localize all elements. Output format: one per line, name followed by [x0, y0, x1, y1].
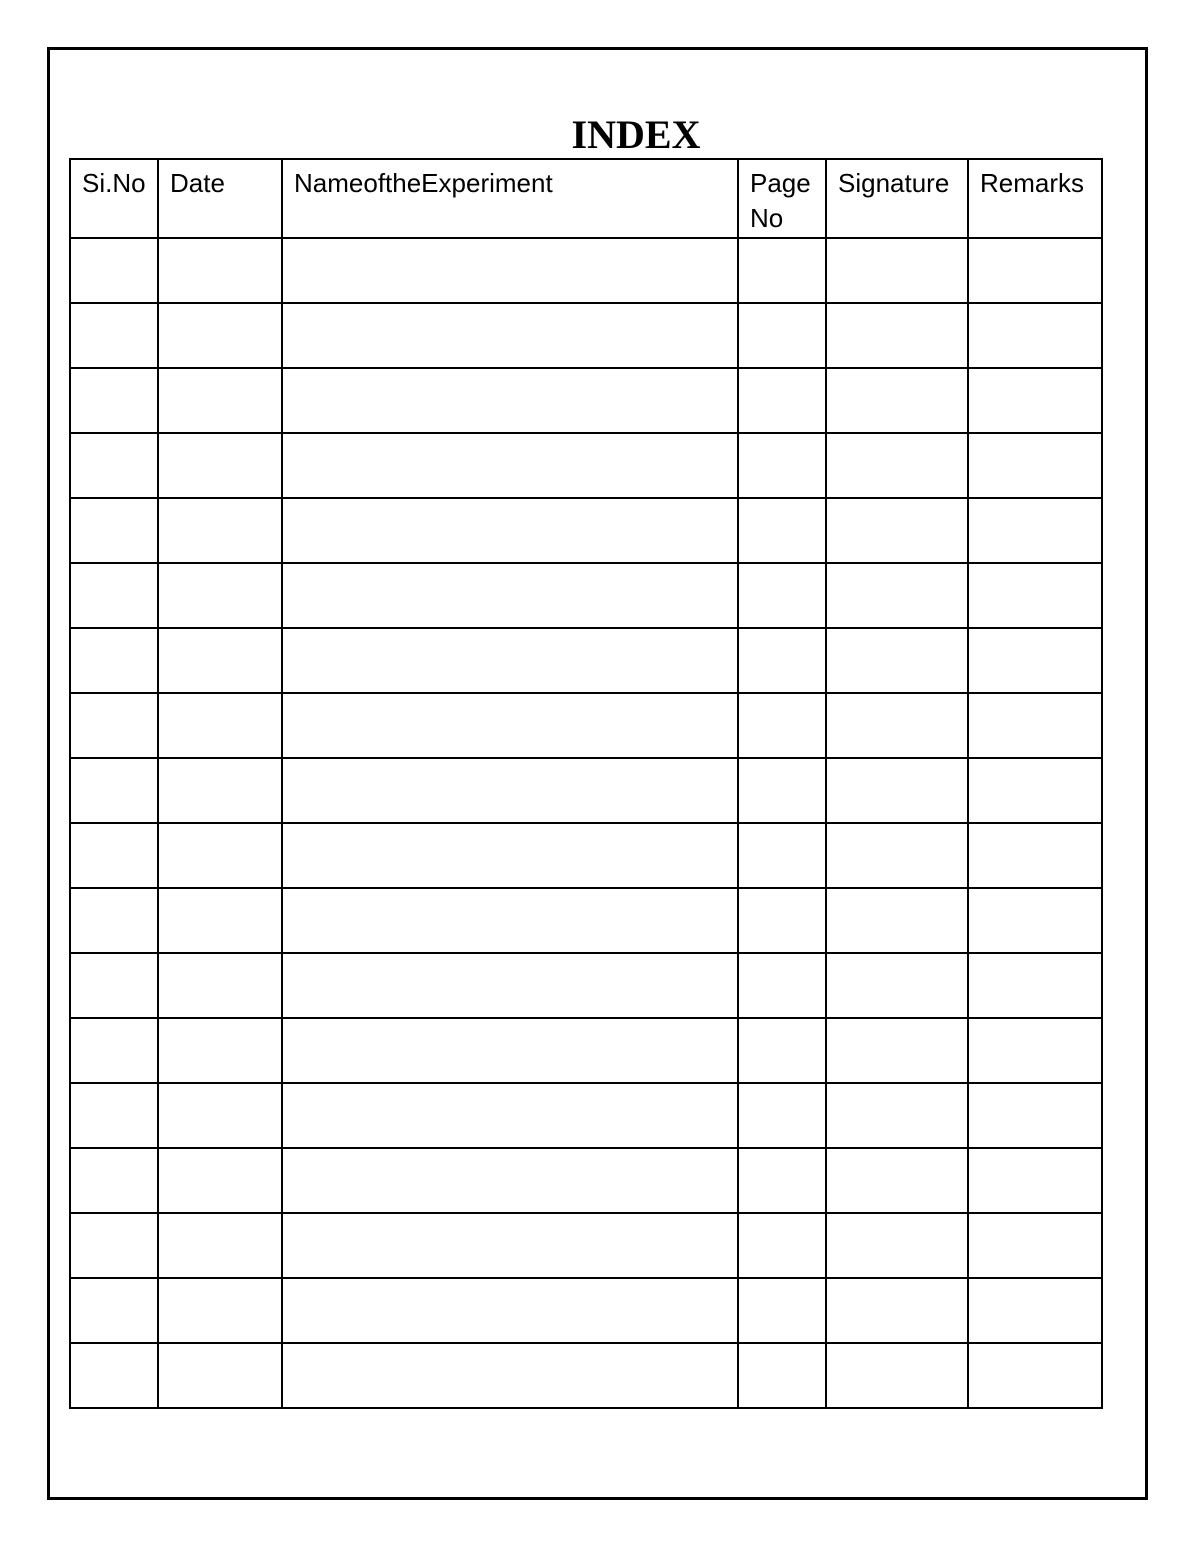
cell-si-no	[70, 498, 158, 563]
table-row	[70, 1083, 1102, 1148]
cell-si-no	[70, 433, 158, 498]
cell-signature	[826, 953, 968, 1018]
cell-date	[158, 1148, 282, 1213]
cell-experiment-name	[282, 1083, 738, 1148]
cell-date	[158, 1213, 282, 1278]
cell-page-no	[738, 433, 826, 498]
cell-page-no	[738, 498, 826, 563]
header-row	[70, 159, 1102, 238]
cell-remarks	[968, 888, 1102, 953]
cell-si-no	[70, 628, 158, 693]
column-header-page-no: Page No	[738, 159, 826, 238]
cell-remarks	[968, 953, 1102, 1018]
cell-date	[158, 823, 282, 888]
cell-si-no	[70, 758, 158, 823]
cell-page-no	[738, 693, 826, 758]
cell-experiment-name	[282, 953, 738, 1018]
cell-remarks	[968, 823, 1102, 888]
cell-experiment-name	[282, 1018, 738, 1083]
column-header-remarks: Remarks	[968, 159, 1102, 238]
cell-experiment-name	[282, 1148, 738, 1213]
cell-page-no	[738, 368, 826, 433]
cell-si-no	[70, 1213, 158, 1278]
table-row	[70, 303, 1102, 368]
cell-experiment-name	[282, 888, 738, 953]
cell-signature	[826, 628, 968, 693]
cell-page-no	[738, 953, 826, 1018]
table-row	[70, 823, 1102, 888]
cell-experiment-name	[282, 498, 738, 563]
table-row	[70, 1148, 1102, 1213]
cell-page-no	[738, 628, 826, 693]
cell-date	[158, 953, 282, 1018]
cell-date	[158, 1018, 282, 1083]
table-body	[70, 238, 1102, 1408]
cell-signature	[826, 303, 968, 368]
cell-remarks	[968, 628, 1102, 693]
cell-experiment-name	[282, 303, 738, 368]
cell-page-no	[738, 1343, 826, 1408]
cell-signature	[826, 1083, 968, 1148]
cell-page-no	[738, 823, 826, 888]
cell-si-no	[70, 693, 158, 758]
cell-page-no	[738, 303, 826, 368]
cell-si-no	[70, 563, 158, 628]
cell-signature	[826, 563, 968, 628]
cell-remarks	[968, 693, 1102, 758]
cell-date	[158, 888, 282, 953]
cell-page-no	[738, 563, 826, 628]
cell-date	[158, 563, 282, 628]
cell-experiment-name	[282, 693, 738, 758]
table-row	[70, 1018, 1102, 1083]
cell-signature	[826, 888, 968, 953]
cell-signature	[826, 368, 968, 433]
cell-experiment-name	[282, 628, 738, 693]
cell-si-no	[70, 1018, 158, 1083]
cell-remarks	[968, 1343, 1102, 1408]
cell-page-no	[738, 1148, 826, 1213]
cell-date	[158, 433, 282, 498]
cell-si-no	[70, 1343, 158, 1408]
cell-page-no	[738, 238, 826, 303]
table-row	[70, 498, 1102, 563]
cell-date	[158, 1083, 282, 1148]
cell-signature	[826, 1148, 968, 1213]
cell-date	[158, 303, 282, 368]
cell-date	[158, 758, 282, 823]
cell-date	[158, 1278, 282, 1343]
column-header-date: Date	[158, 159, 282, 238]
cell-remarks	[968, 1278, 1102, 1343]
column-header-experiment-name: NameoftheExperiment	[282, 159, 738, 238]
cell-remarks	[968, 433, 1102, 498]
cell-remarks	[968, 1213, 1102, 1278]
cell-date	[158, 1343, 282, 1408]
index-table	[69, 158, 1103, 1409]
cell-si-no	[70, 1083, 158, 1148]
cell-experiment-name	[282, 238, 738, 303]
cell-page-no	[738, 888, 826, 953]
table-row	[70, 1278, 1102, 1343]
cell-signature	[826, 758, 968, 823]
cell-remarks	[968, 368, 1102, 433]
table-row	[70, 953, 1102, 1018]
cell-remarks	[968, 498, 1102, 563]
table-row	[70, 888, 1102, 953]
cell-signature	[826, 1278, 968, 1343]
table-row	[70, 693, 1102, 758]
cell-experiment-name	[282, 563, 738, 628]
cell-remarks	[968, 238, 1102, 303]
table-row	[70, 238, 1102, 303]
cell-remarks	[968, 1083, 1102, 1148]
cell-si-no	[70, 823, 158, 888]
table-row	[70, 433, 1102, 498]
cell-date	[158, 693, 282, 758]
cell-experiment-name	[282, 1213, 738, 1278]
table-row	[70, 1343, 1102, 1408]
cell-remarks	[968, 758, 1102, 823]
cell-si-no	[70, 368, 158, 433]
cell-experiment-name	[282, 368, 738, 433]
table-row	[70, 758, 1102, 823]
cell-page-no	[738, 1083, 826, 1148]
table-row	[70, 368, 1102, 433]
cell-date	[158, 368, 282, 433]
cell-page-no	[738, 1278, 826, 1343]
column-header-signature: Signature	[826, 159, 968, 238]
cell-signature	[826, 1018, 968, 1083]
cell-remarks	[968, 1148, 1102, 1213]
cell-si-no	[70, 953, 158, 1018]
cell-signature	[826, 823, 968, 888]
cell-si-no	[70, 888, 158, 953]
page-title: INDEX	[571, 112, 701, 157]
cell-signature	[826, 693, 968, 758]
cell-signature	[826, 433, 968, 498]
cell-page-no	[738, 758, 826, 823]
cell-page-no	[738, 1213, 826, 1278]
cell-date	[158, 628, 282, 693]
table-row	[70, 563, 1102, 628]
table-row	[70, 1213, 1102, 1278]
cell-remarks	[968, 303, 1102, 368]
cell-experiment-name	[282, 1278, 738, 1343]
cell-page-no	[738, 1018, 826, 1083]
cell-remarks	[968, 563, 1102, 628]
cell-signature	[826, 238, 968, 303]
cell-experiment-name	[282, 1343, 738, 1408]
cell-date	[158, 238, 282, 303]
cell-si-no	[70, 1148, 158, 1213]
cell-date	[158, 498, 282, 563]
cell-signature	[826, 498, 968, 563]
cell-si-no	[70, 238, 158, 303]
column-header-si-no: Si.No	[70, 159, 158, 238]
cell-experiment-name	[282, 758, 738, 823]
cell-signature	[826, 1343, 968, 1408]
cell-experiment-name	[282, 823, 738, 888]
table-row	[70, 628, 1102, 693]
cell-si-no	[70, 1278, 158, 1343]
cell-remarks	[968, 1018, 1102, 1083]
cell-experiment-name	[282, 433, 738, 498]
cell-signature	[826, 1213, 968, 1278]
cell-si-no	[70, 303, 158, 368]
